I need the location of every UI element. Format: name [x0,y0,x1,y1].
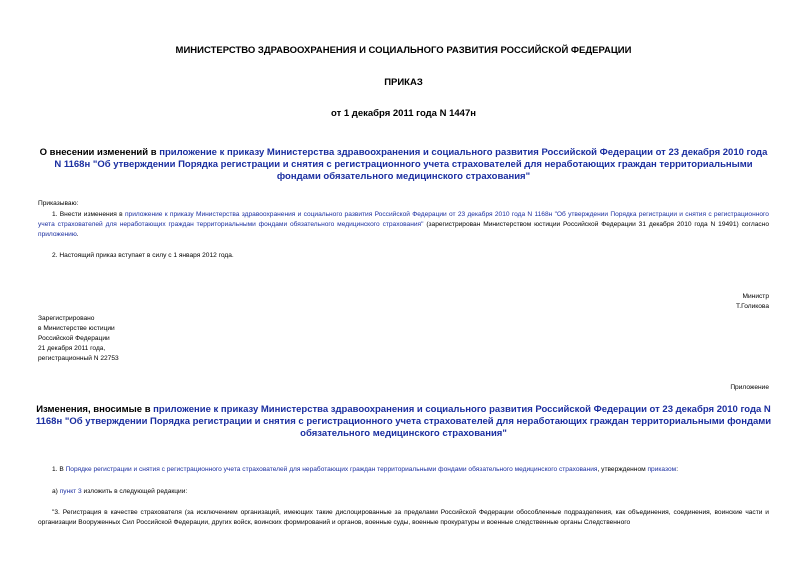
document-title [35,147,772,183]
registration-line-4: 21 декабря 2011 года, [38,345,106,352]
appendix-p1-link-procedure[interactable]: Порядке регистрации и снятия с регистрационного учета страхователей для неработающих граждан территориальными фондами обязательного медицинского страхования [65,466,598,473]
appendix-title-prefix: Изменения, вносимые в [36,404,154,415]
appendix-p1-end: : [676,466,679,473]
appendix-a-end: изложить в следующей редакции: [81,488,188,495]
appendix-p1-start: 1. В [52,466,66,473]
order-p1-start: 1. Внести изменения в [52,211,125,218]
date-number-heading: от 1 декабря 2011 года N 1447н [331,108,476,119]
registration-line-1: Зарегистрировано [38,315,95,322]
signature-name: Т.Голикова [735,303,769,310]
registration-line-2: в Министерстве юстиции [38,325,115,332]
order-intro: Приказываю: [38,200,79,207]
registration-line-5: регистрационный N 22753 [38,355,119,362]
appendix-paragraph-3: "3. Регистрация в качестве страхователя (за исключением организаций, имеющих такие дислоцированные за пределами Российской Федерации обособленные подразделения, как объединения, соединения, воинские части и организации Вооруженных Сил Российской Федерации, других войск, воинских формирований и органов, военные суды, военные прокуратуры и военные следственные органы Следственного [38,509,769,526]
order-paragraph-2: 2. Настоящий приказ вступает в силу с 1 января 2012 года. [52,252,234,259]
order-p1-mid: (зарегистрирован Министерством юстиции Российской Федерации 31 декабря 2010 года N 19491) согласно [423,221,769,228]
appendix-label: Приложение [730,384,769,391]
registration-block [38,314,119,364]
title-prefix: О внесении изменений в [39,147,160,158]
order-paragraph-1 [38,210,769,240]
registration-line-3: Российской Федерации [38,335,110,342]
appendix-title [35,404,772,440]
appendix-item-a [52,487,187,497]
order-p1-link-supplement[interactable]: приложению [38,231,77,238]
title-link[interactable]: приложение к приказу Министерства здравоохранения и социального развития Российской Федерации от 23 декабря 2010 года N 1168н "Об утверждении Порядка регистрации и снятия с регистрационного учета страхователей для неработающих граждан территориальными фондами обязательного медицинского страхования" [54,147,768,182]
doc-type-heading: ПРИКАЗ [384,77,423,88]
appendix-a-link-point-3[interactable]: пункт 3 [59,488,82,495]
appendix-p1-link-order[interactable]: приказом [647,466,677,473]
appendix-p1-mid: , утвержденном [597,466,648,473]
ministry-heading: МИНИСТЕРСТВО ЗДРАВООХРАНЕНИЯ И СОЦИАЛЬНОГО РАЗВИТИЯ РОССИЙСКОЙ ФЕДЕРАЦИИ [175,45,632,56]
signature-position: Министр [742,293,769,300]
appendix-a-start: а) [52,488,60,495]
appendix-paragraph-1 [52,465,769,475]
order-p1-link-appendix[interactable]: приложение к приказу Министерства здравоохранения и социального развития Российской Федерации от 23 декабря 2010 года N 1168н "Об утверждении Порядка регистрации и снятия с регистрационного учета страхователей для неработающих граждан территориальными фондами обязательного медицинского страхования" [38,211,769,228]
order-p1-end: . [76,231,79,238]
appendix-title-link[interactable]: приложение к приказу Министерства здравоохранения и социального развития Российской Федерации от 23 декабря 2010 года N 1168н "Об утверждении Порядка регистрации и снятия с регистрационного учета страхователей для неработающих граждан территориальными фондами обязательного медицинского страхования" [35,404,772,439]
